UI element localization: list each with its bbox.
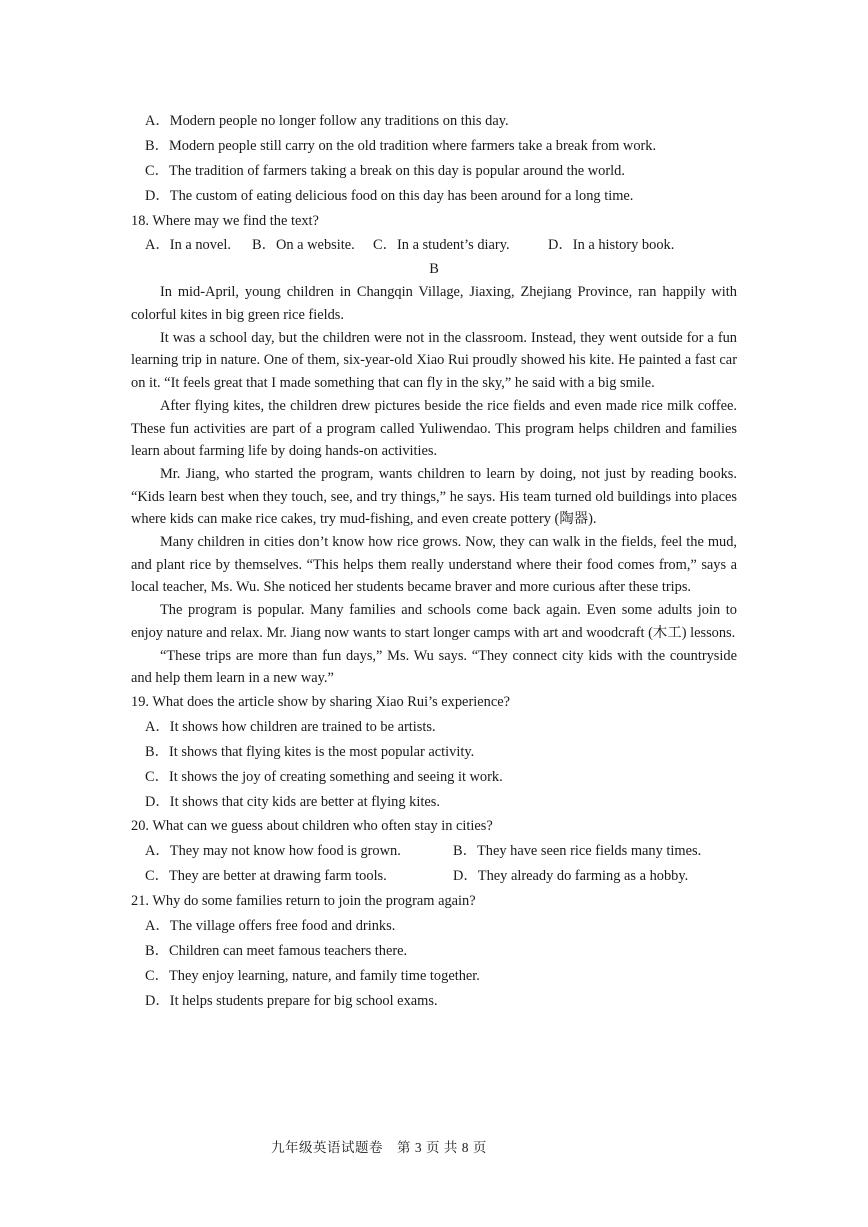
q21-option-d: D．It helps students prepare for big school exams. bbox=[145, 992, 438, 1009]
q17-option-a: A．Modern people no longer follow any traditions on this day. bbox=[145, 113, 509, 129]
q18-question: 18. Where may we find the text? bbox=[131, 212, 319, 229]
q20-option-a: A．They may not know how food is grown. bbox=[145, 843, 401, 860]
q19-option-b: B．It shows that flying kites is the most popular activity. bbox=[145, 743, 475, 760]
q20-options-row-2 bbox=[131, 864, 737, 889]
q20-block bbox=[131, 814, 737, 889]
q18-option-a: A．In a novel. bbox=[145, 237, 231, 254]
passage-paragraph-2: It was a school day, but the children were not in the classroom. Instead, they went outside for a fun learning trip in nature. One of them, six-year-old Xiao Rui proudly showed his kite. He painted a fast car on it. “It feels great that I made something that can fly in the sky,” he said with a big smile. bbox=[131, 329, 737, 392]
q18-option-d: D．In a history book. bbox=[548, 237, 675, 254]
q19-option-c: C．It shows the joy of creating something and seeing it work. bbox=[145, 768, 503, 785]
q19-question: 19. What does the article show by sharing Xiao Rui’s experience? bbox=[131, 694, 510, 710]
passage-paragraph-4: Mr. Jiang, who started the program, wants children to learn by doing, not just by reading books. “Kids learn best when they touch, see, and try things,” he says. His team turned old buildings into places where kids can make rice cakes, try mud-fishing, and even create pottery (陶器). bbox=[131, 465, 737, 528]
q21-block bbox=[131, 889, 737, 1013]
reading-passage bbox=[131, 281, 737, 690]
q18-options bbox=[131, 233, 737, 258]
page-content bbox=[131, 109, 737, 1014]
q18-option-b: B．On a website. bbox=[252, 237, 355, 254]
passage-paragraph-3: After flying kites, the children drew pictures beside the rice fields and even made rice milk coffee. These fun activities are part of a program called Yuliwendao. This program helps children and families learn about farming life by doing hands-on activities. bbox=[131, 397, 737, 460]
page-footer bbox=[0, 1136, 868, 1156]
q19-option-a: A．It shows how children are trained to be artists. bbox=[145, 718, 436, 735]
q17-option-c: C．The tradition of farmers taking a break on this day is popular around the world. bbox=[145, 162, 625, 179]
q21-option-c: C．They enjoy learning, nature, and family time together. bbox=[145, 967, 480, 984]
q20-option-d: D．They already do farming as a hobby. bbox=[453, 868, 689, 885]
q21-option-b: B．Children can meet famous teachers there. bbox=[145, 942, 408, 959]
q21-option-a: A．The village offers free food and drinks. bbox=[145, 918, 396, 935]
passage-paragraph-7: “These trips are more than fun days,” Ms. Wu says. “They connect city kids with the countryside and help them learn in a new way.” bbox=[131, 647, 737, 687]
q19-block bbox=[131, 690, 737, 814]
passage-paragraph-1: In mid-April, young children in Changqin Village, Jiaxing, Zhejiang Province, ran happily with colorful kites in big green rice fields. bbox=[131, 284, 737, 324]
q21-question: 21. Why do some families return to join the program again? bbox=[131, 893, 476, 910]
q19-option-d: D．It shows that city kids are better at flying kites. bbox=[145, 793, 440, 810]
q20-option-b: B．They have seen rice fields many times. bbox=[453, 843, 702, 860]
q18-option-c: C．In a student’s diary. bbox=[373, 237, 510, 254]
q20-option-c: C．They are better at drawing farm tools. bbox=[145, 868, 387, 885]
q17-option-d: D．The custom of eating delicious food on this day has been around for a long time. bbox=[145, 187, 634, 204]
q20-options-row-1 bbox=[131, 839, 737, 864]
passage-paragraph-5: Many children in cities don’t know how rice grows. Now, they can walk in the fields, feel the mud, and plant rice by themselves. “This helps them really understand where their food comes from,” says a local teacher, Ms. Wu. She noticed her students became braver and more curious after these trips. bbox=[131, 534, 737, 596]
q20-question: 20. What can we guess about children who often stay in cities? bbox=[131, 818, 493, 835]
q17-option-b: B．Modern people still carry on the old tradition where farmers take a break from work. bbox=[145, 137, 657, 154]
passage-paragraph-6: The program is popular. Many families and schools come back again. Even some adults join to enjoy nature and relax. Mr. Jiang now wants to start longer camps with art and woodcraft (木工) lessons. bbox=[131, 602, 737, 641]
section-letter: B bbox=[429, 261, 439, 278]
page-footer-text: 九年级英语试题卷 第 3 页 共 8 页 bbox=[271, 1140, 487, 1155]
q17-options bbox=[131, 109, 737, 209]
